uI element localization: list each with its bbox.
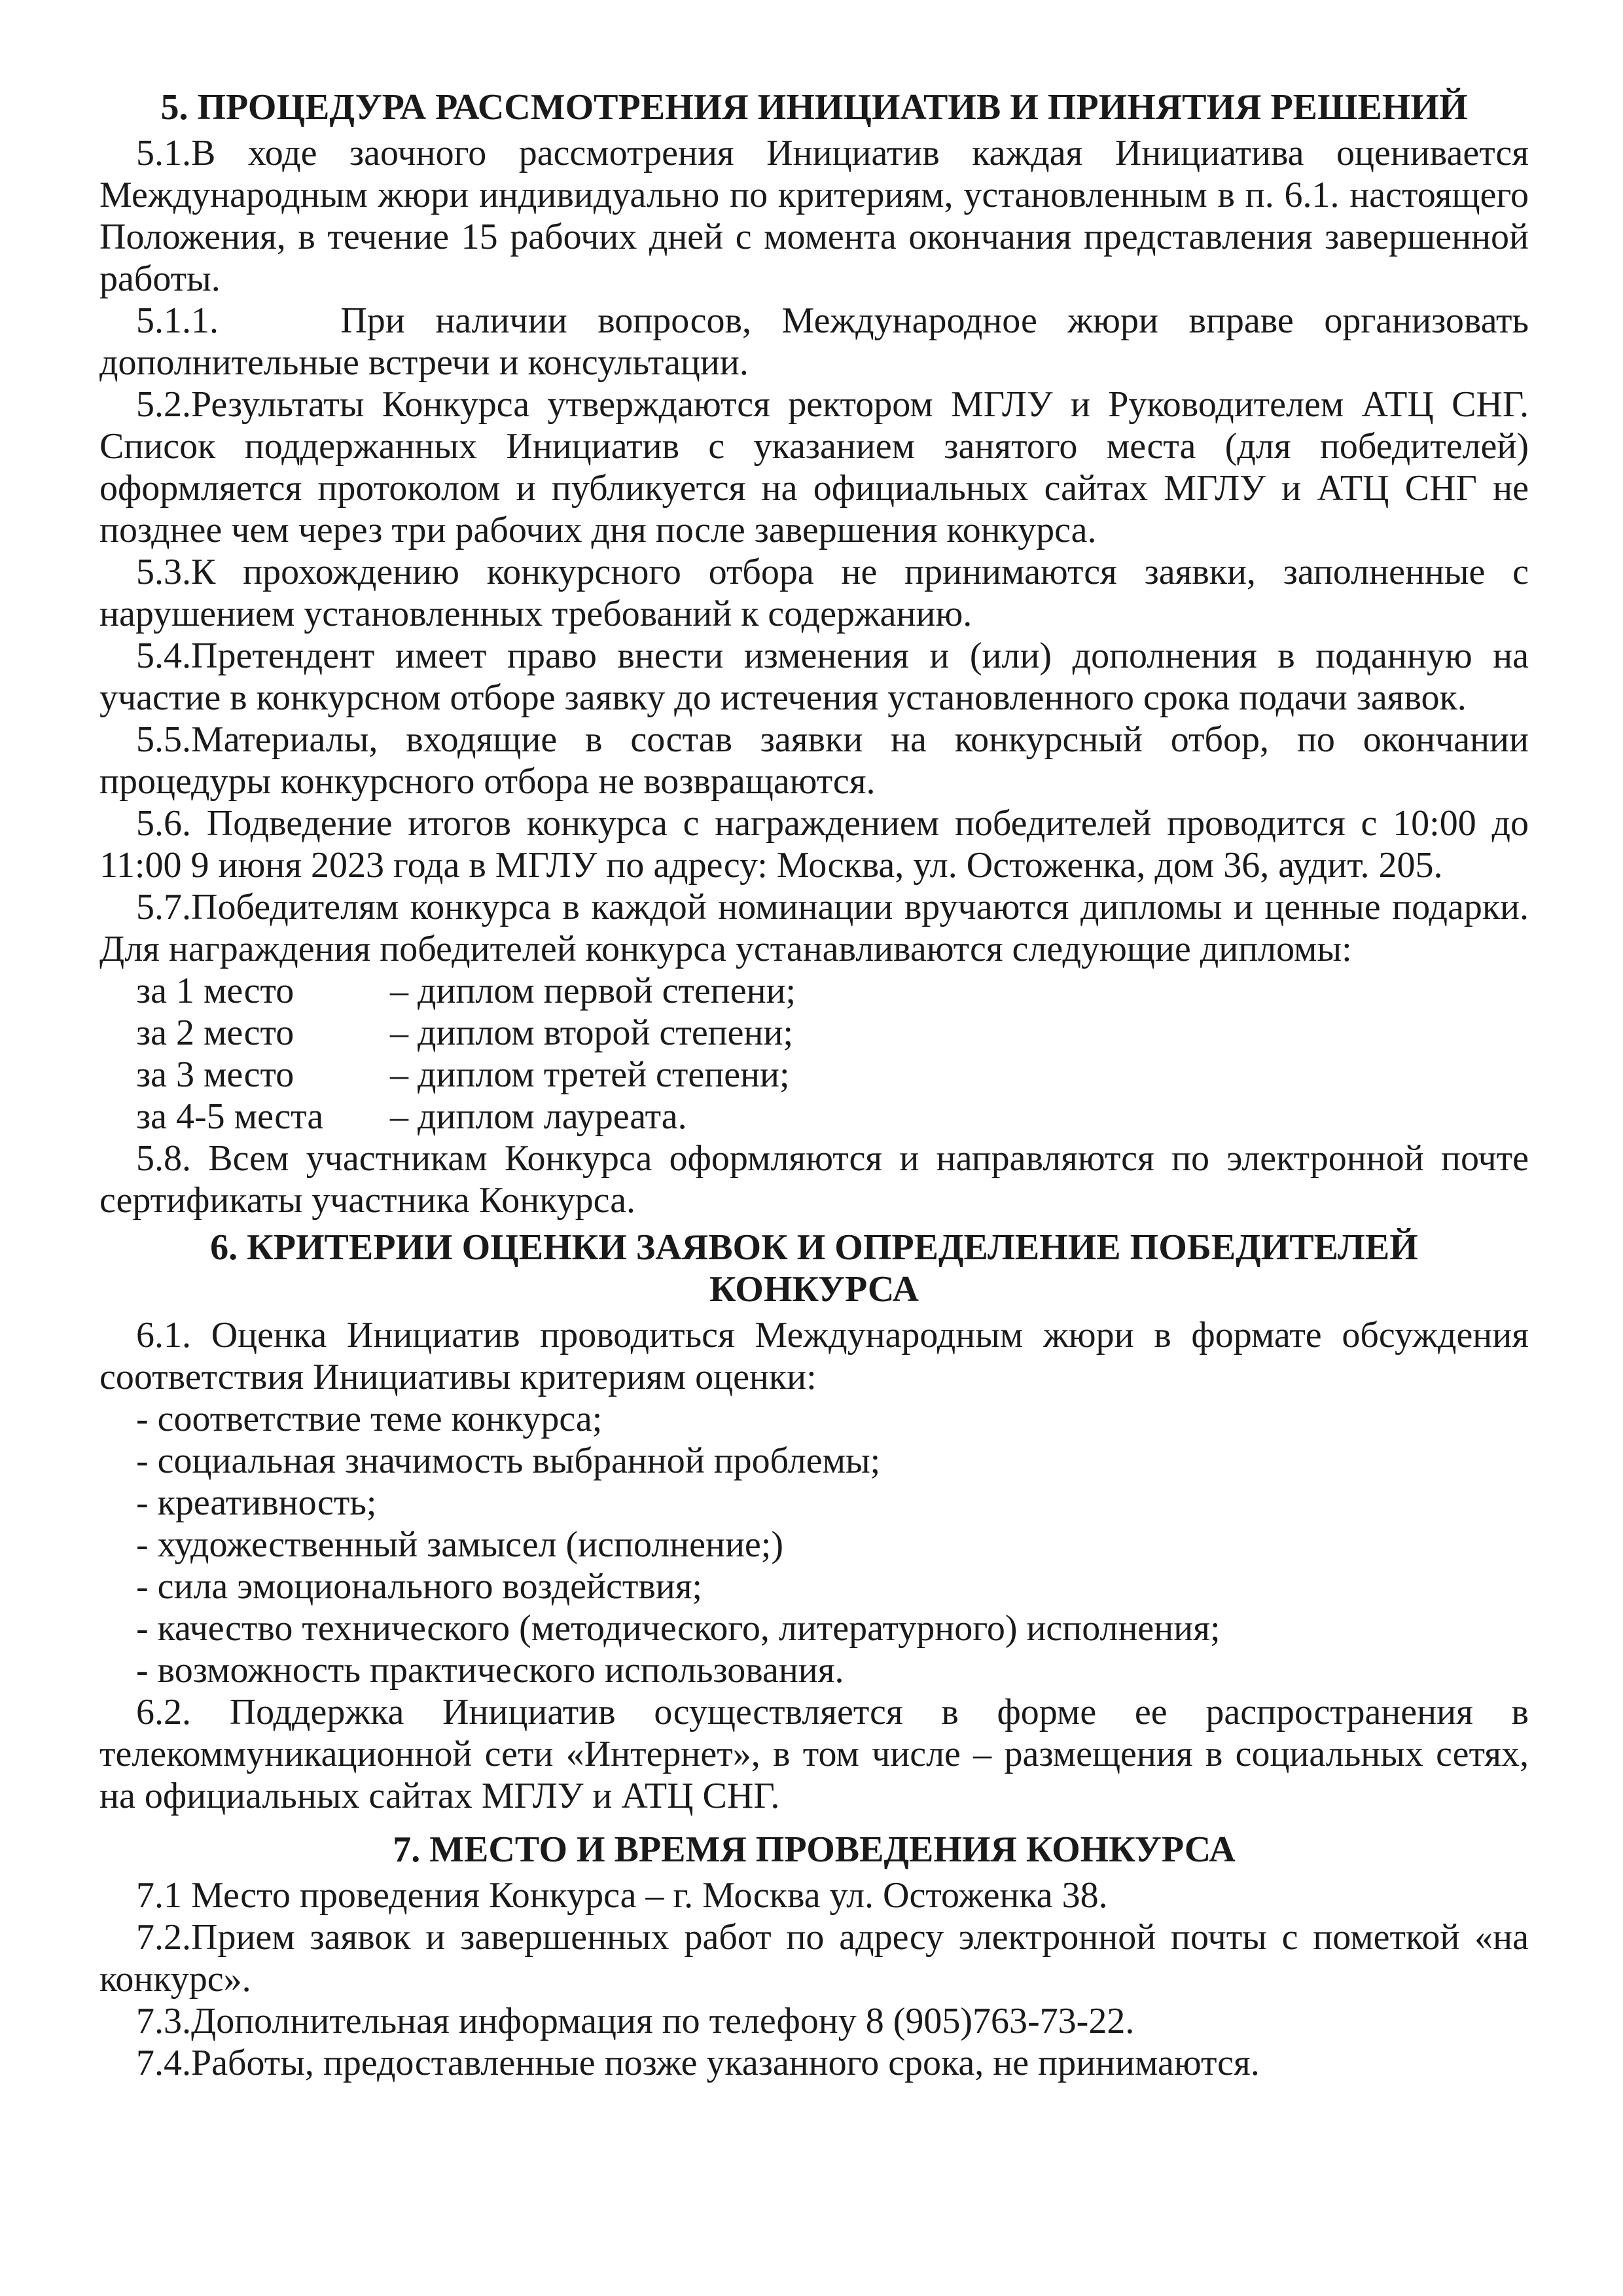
paragraph-5-6: 5.6. Подведение итогов конкурса с награждением победителей проводится с 10:00 до 11:00 9 июня 2023 года в МГЛУ по адресу: Москва, ул. Остоженка, дом 36, аудит. 205. [99,803,1529,886]
paragraph-5-8: 5.8. Всем участникам Конкурса оформляются и направляются по электронной почте сертификаты участника Конкурса. [99,1138,1529,1221]
criteria-item: - социальная значимость выбранной проблемы; [136,1441,881,1481]
section-7-heading: 7. МЕСТО И ВРЕМЯ ПРОВЕДЕНИЯ КОНКУРСА [393,1829,1236,1870]
award-place: за 2 место [136,1013,294,1053]
paragraph-5-3: 5.3.К прохождению конкурсного отбора не принимаются заявки, заполненные с нарушением установленных требований к содержанию. [99,552,1529,634]
award-place: за 3 место [136,1054,294,1095]
paragraph-5-1-1: 5.1.1. При наличии вопросов, Международное жюри вправе организовать дополнительные встречи и консультации. [99,300,1538,383]
paragraph-7-2: 7.2.Прием заявок и завершенных работ по адресу электронной почты с пометкой «на конкурс». [99,1917,1529,2000]
document-page [99,86,1538,2084]
criteria-item: - сила эмоционального воздействия; [136,1566,703,1607]
paragraph-6-1: 6.1. Оценка Инициатив проводиться Международным жюри в формате обсуждения соответствия Инициативы критериям оценки: [99,1315,1529,1397]
award-diploma: – диплом третей степени; [390,1054,790,1095]
paragraph-7-3: 7.3.Дополнительная информация по телефону 8 (905)763-73-22. [136,2001,1135,2041]
award-diploma: – диплом второй степени; [390,1013,793,1053]
award-row [99,1012,1529,1054]
criteria-item: - художественный замысел (исполнение;) [136,1524,783,1565]
criteria-item: - креативность; [136,1482,377,1523]
paragraph-5-4: 5.4.Претендент имеет право внести изменения и (или) дополнения в поданную на участие в конкурсном отборе заявку до истечения установленного срока подачи заявок. [99,636,1529,718]
paragraph-7-4: 7.4.Работы, предоставленные позже указанного срока, не принимаются. [136,2043,1260,2083]
paragraph-5-5: 5.5.Материалы, входящие в состав заявки на конкурсный отбор, по окончании процедуры конкурсного отбора не возвращаются. [99,719,1529,802]
section-5-heading: 5. ПРОЦЕДУРА РАССМОТРЕНИЯ ИНИЦИАТИВ И ПРИНЯТИЯ РЕШЕНИЙ [160,87,1468,128]
award-row [99,1054,1529,1096]
criteria-item: - качество технического (методического, литературного) исполнения; [136,1608,1221,1649]
section-6-heading-line-1: 6. КРИТЕРИИ ОЦЕНКИ ЗАЯВОК И ОПРЕДЕЛЕНИЕ ПОБЕДИТЕЛЕЙ [210,1227,1418,1268]
paragraph-5-2: 5.2.Результаты Конкурса утверждаются ректором МГЛУ и Руководителем АТЦ СНГ. Список поддержанных Инициатив с указанием занятого места (для победителей) оформляется протоколом и публикуется на официальных сайтах МГЛУ и АТЦ СНГ не позднее чем через три рабочих дня после завершения конкурса. [99,384,1529,550]
paragraph-5-7: 5.7.Победителям конкурса в каждой номинации вручаются дипломы и ценные подарки. Для награждения победителей конкурса устанавливаются следующие дипломы: [99,887,1529,969]
award-row [99,1096,1529,1138]
section-6-heading-line-2: КОНКУРСА [709,1269,919,1310]
paragraph-5-1: 5.1.В ходе заочного рассмотрения Инициатив каждая Инициатива оценивается Международным жюри индивидуально по критериям, установленным в п. 6.1. настоящего Положения, в течение 15 рабочих дней с момента окончания представления завершенной работы. [99,133,1529,299]
criteria-item: - соответствие теме конкурса; [136,1399,603,1439]
award-place: за 4-5 места [136,1096,324,1137]
paragraph-6-2: 6.2. Поддержка Инициатив осуществляется в форме ее распространения в телекоммуникационной сети «Интернет», в том числе – размещения в социальных сетях, на официальных сайтах МГЛУ и АТЦ СНГ. [99,1692,1529,1816]
section-6-heading [99,1227,1529,1310]
award-diploma: – диплом первой степени; [390,971,796,1011]
paragraph-7-1: 7.1 Место проведения Конкурса – г. Москва ул. Остоженка 38. [136,1875,1108,1916]
award-place: за 1 место [136,971,294,1011]
criteria-item: - возможность практического использования. [136,1650,844,1691]
award-row [99,970,1529,1012]
award-diploma: – диплом лауреата. [390,1096,687,1137]
